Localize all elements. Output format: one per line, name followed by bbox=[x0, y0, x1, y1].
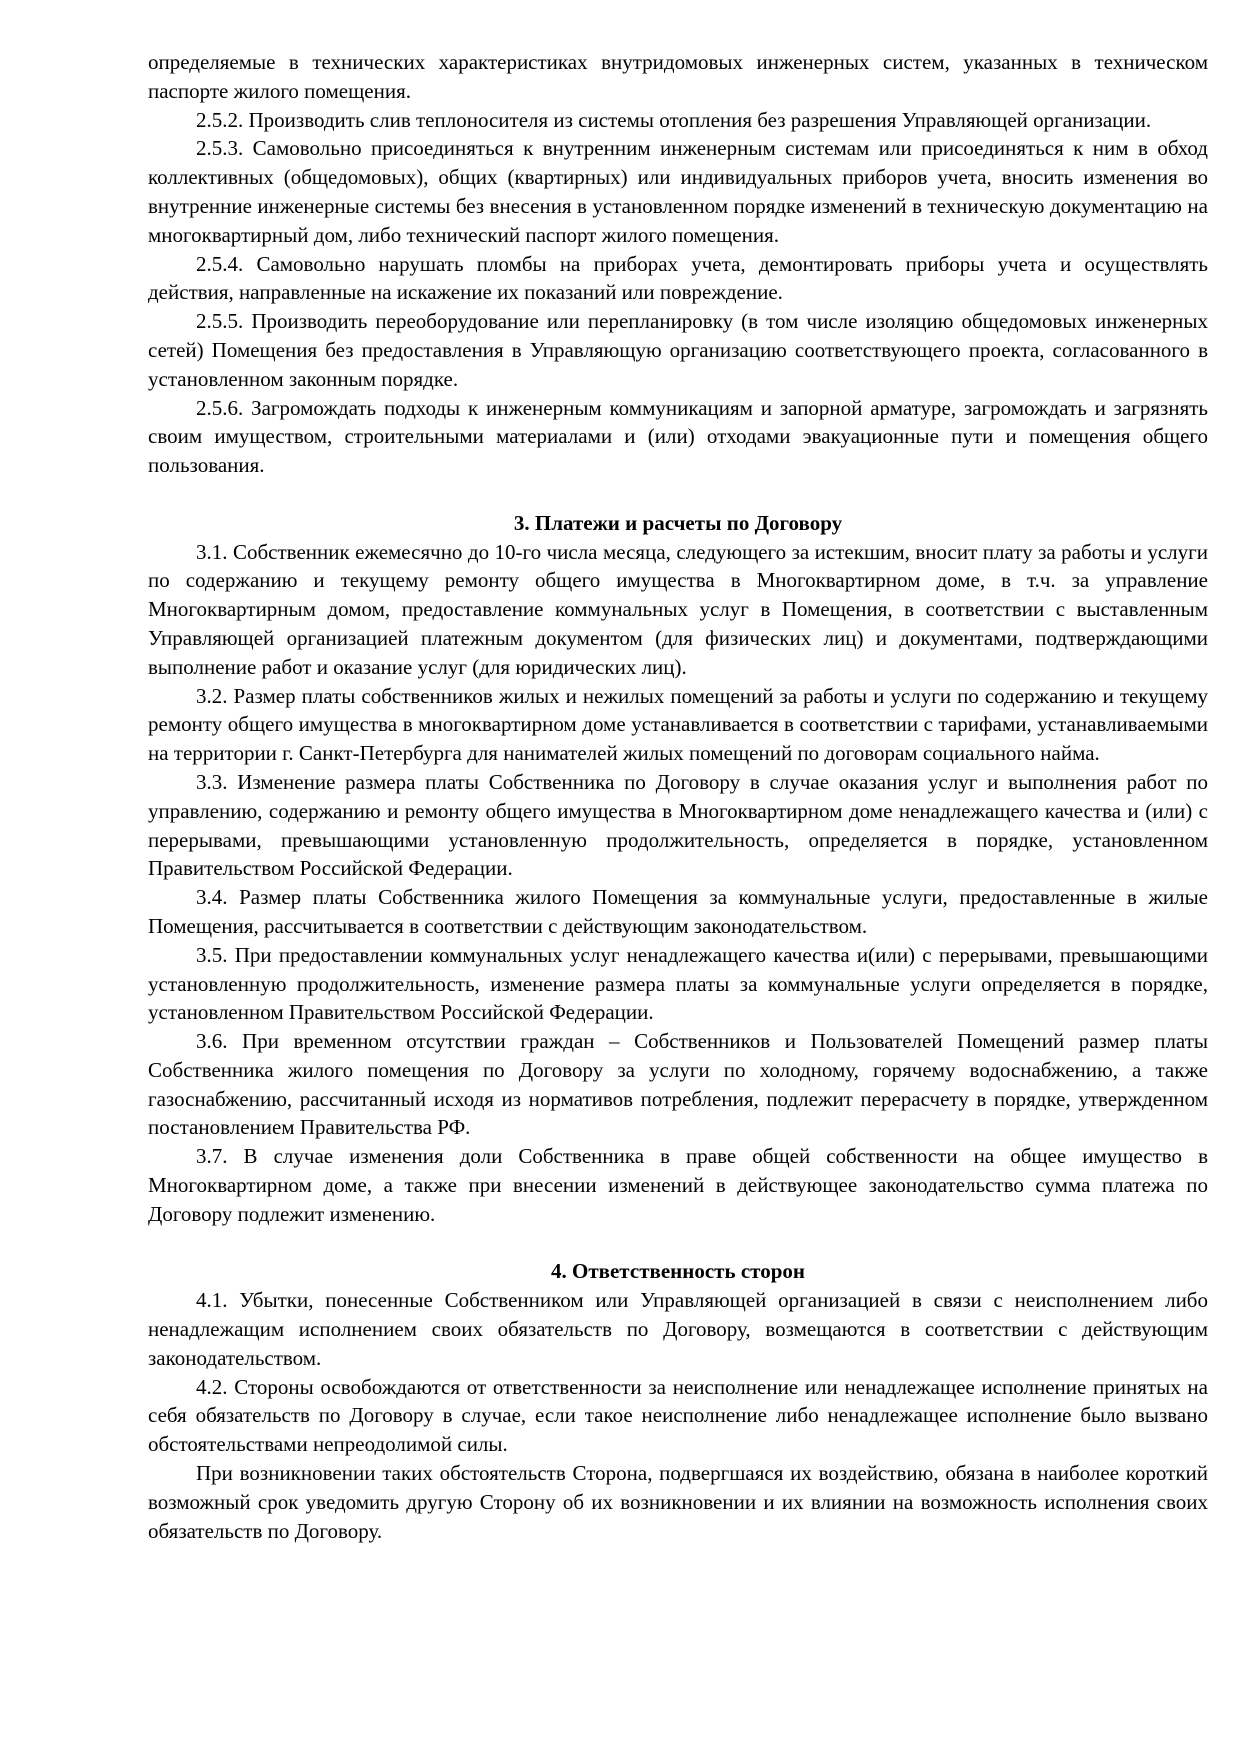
clause-2-5-4: 2.5.4. Самовольно нарушать пломбы на приборах учета, демонтировать приборы учета и осуществлять действия, направленные на искажение их показаний или повреждение. bbox=[148, 251, 1208, 305]
clause-4-2: 4.2. Стороны освобождаются от ответственности за неисполнение или ненадлежащее исполнение принятых на себя обязательств по Договору в случае, если такое неисполнение либо ненадлежащее исполнение было вызвано обстоятельствами непреодолимой силы. bbox=[148, 1374, 1208, 1457]
section-heading-payments: 3. Платежи и расчеты по Договору bbox=[513, 510, 843, 535]
paragraph-continuation: определяемые в технических характеристиках внутридомовых инженерных систем, указанных в техническом паспорте жилого помещения. bbox=[148, 50, 1208, 103]
clause-3-4: 3.4. Размер платы Собственника жилого Помещения за коммунальные услуги, предоставленные в жилые Помещения, рассчитывается в соответствии с действующим законодательством. bbox=[148, 885, 1208, 938]
clause-3-2: 3.2. Размер платы собственников жилых и нежилых помещений за работы и услуги по содержанию и текущему ремонту общего имущества в многоквартирном доме устанавливается в соответствии с тарифами, устанавливаемыми на территории г. Санкт-Петербурга для нанимателей жилых помещений по договорам социального найма. bbox=[148, 683, 1208, 766]
clause-4-1: 4.1. Убытки, понесенные Собственником или Управляющей организацией в связи с неисполнением либо ненадлежащим исполнением своих обязательств по Договору, возмещаются в соответствии с действующим законодательством. bbox=[148, 1288, 1208, 1370]
clause-2-5-6: 2.5.6. Загромождать подходы к инженерным коммуникациям и запорной арматуре, загромождать и загрязнять своим имуществом, строительными материалами и (или) отходами эвакуационные пути и помещения общего пользования. bbox=[148, 395, 1208, 478]
paragraph-force-majeure-notice: При возникновении таких обстоятельств Сторона, подвергшаяся их воздействию, обязана в наиболее короткий возможный срок уведомить другую Сторону об их возникновении и их влиянии на возможность исполнения своих обязательств по Договору. bbox=[148, 1461, 1208, 1543]
clause-3-6: 3.6. При временном отсутствии граждан – Собственников и Пользователей Помещений размер платы Собственника жилого помещения по Договору за услуги по холодному, горячему водоснабжению, а также газоснабжению, рассчитанный исходя из нормативов потребления, подлежит перерасчету в порядке, утвержденном постановлением Правительства РФ. bbox=[148, 1029, 1208, 1140]
clause-2-5-3: 2.5.3. Самовольно присоединяться к внутренним инженерным системам или присоединяться к ним в обход коллективных (общедомовых), общих (квартирных) или индивидуальных приборов учета, вносить изменения во внутренние инженерные системы без внесения в установленном порядке изменений в техническую документацию на многоквартирный дом, либо технический паспорт жилого помещения. bbox=[148, 136, 1208, 247]
clause-2-5-5: 2.5.5. Производить переоборудование или перепланировку (в том числе изоляцию общедомовых инженерных сетей) Помещения без предоставления в Управляющую организацию соответствующего проекта, согласованного в установленном законным порядке. bbox=[148, 309, 1208, 391]
clause-3-1: 3.1. Собственник ежемесячно до 10-го числа месяца, следующего за истекшим, вносит плату за работы и услуги по содержанию и текущему ремонту общего имущества в Многоквартирном доме, в т.ч. за управление Многоквартирным домом, предоставление коммунальных услуг в Помещения, в соответствии с выставленным Управляющей организацией платежным документом (для физических лиц) и документами, подтверждающими выполнение работ и оказание услуг (для юридических лиц). bbox=[148, 539, 1208, 679]
section-heading-liability: 4. Ответственность сторон bbox=[550, 1259, 805, 1284]
clause-3-5: 3.5. При предоставлении коммунальных услуг ненадлежащего качества и(или) с перерывами, превышающими установленную продолжительность, изменение размера платы за коммунальные услуги определяется в порядке, установленном Правительством Российской Федерации. bbox=[148, 942, 1208, 1025]
clause-2-5-2: 2.5.2. Производить слив теплоносителя из системы отопления без разрешения Управляющей организации. bbox=[196, 107, 1152, 132]
clause-3-7: 3.7. В случае изменения доли Собственника в праве общей собственности на общее имущество в Многоквартирном доме, а также при внесении изменений в действующее законодательство сумма платежа по Договору подлежит изменению. bbox=[148, 1144, 1208, 1226]
clause-3-3: 3.3. Изменение размера платы Собственника по Договору в случае оказания услуг и выполнения работ по управлению, содержанию и ремонту общего имущества в Многоквартирном доме ненадлежащего качества и (или) с перерывами, превышающими установленную продолжительность, определяется в порядке, установленном Правительством Российской Федерации. bbox=[148, 769, 1208, 881]
